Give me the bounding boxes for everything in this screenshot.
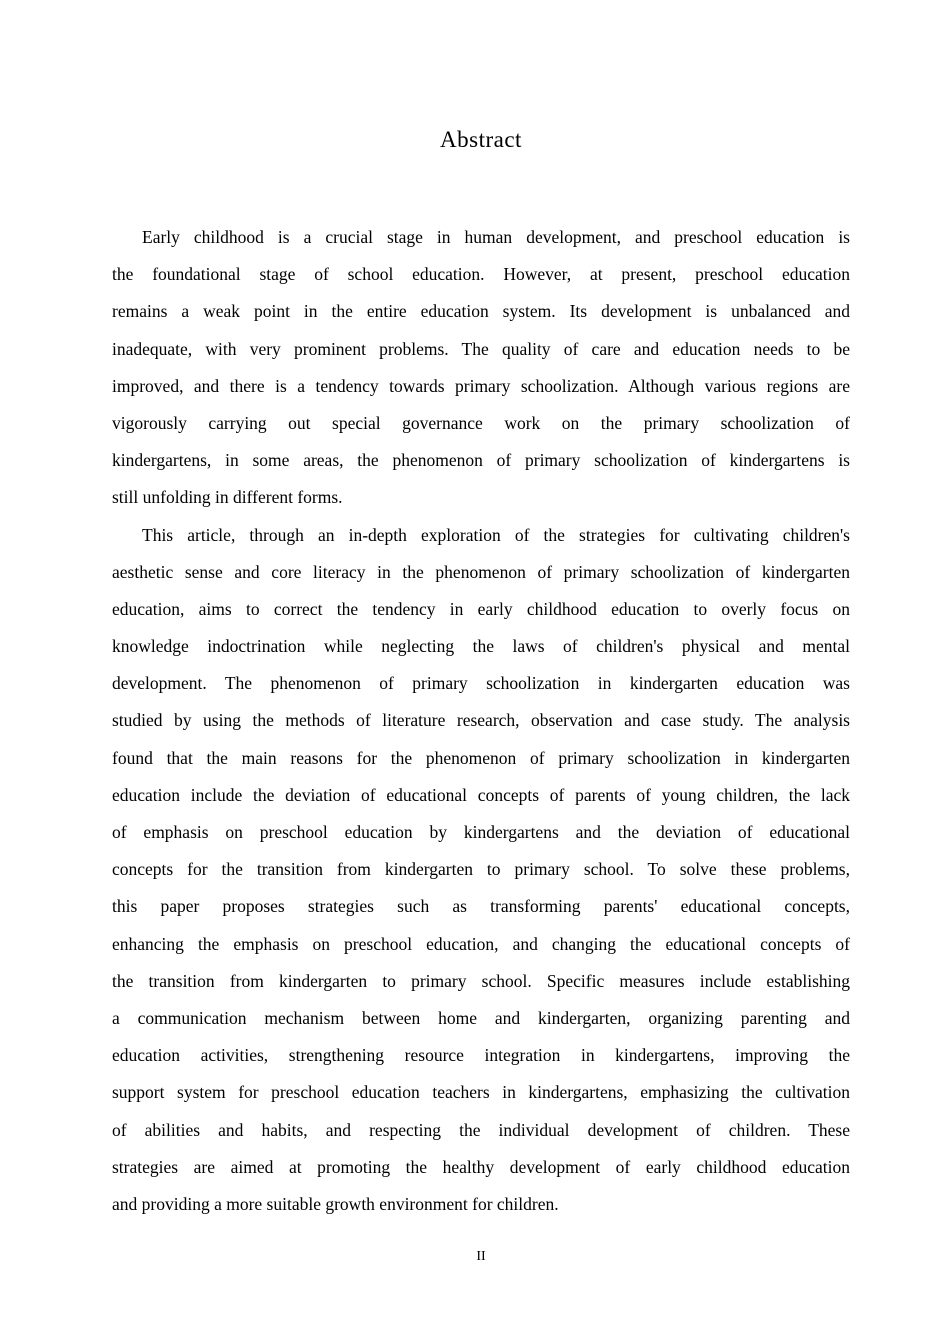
- text-line: the transition from kindergarten to primary school. Specific measures include establishing: [112, 970, 850, 991]
- text-line: the foundational stage of school education. However, at present, preschool education: [112, 264, 850, 285]
- abstract-body: [112, 219, 850, 1223]
- text-line: education, aims to correct the tendency in early childhood education to overly focus on: [112, 598, 850, 619]
- text-line: strategies are aimed at promoting the healthy development of early childhood education: [112, 1156, 850, 1177]
- text-line: and providing a more suitable growth environment for children.: [112, 1193, 559, 1214]
- text-line: a communication mechanism between home and kindergarten, organizing parenting and: [112, 1007, 850, 1028]
- text-line: This article, through an in-depth exploration of the strategies for cultivating children's: [142, 524, 850, 545]
- text-line: education include the deviation of educational concepts of parents of young children, the lack: [112, 784, 850, 805]
- text-line: Early childhood is a crucial stage in human development, and preschool education is: [142, 227, 850, 247]
- text-line: vigorously carrying out special governance work on the primary schoolization of: [112, 412, 850, 433]
- text-line: aesthetic sense and core literacy in the phenomenon of primary schoolization of kindergarten: [112, 561, 850, 582]
- paragraph: [112, 517, 850, 1224]
- text-line: studied by using the methods of literature research, observation and case study. The analysis: [112, 710, 850, 731]
- text-line: concepts for the transition from kindergarten to primary school. To solve these problems,: [112, 859, 850, 880]
- text-line: remains a weak point in the entire education system. Its development is unbalanced and: [112, 301, 850, 322]
- text-line: development. The phenomenon of primary schoolization in kindergarten education was: [112, 673, 850, 694]
- text-line: this paper proposes strategies such as transforming parents' educational concepts,: [112, 896, 850, 917]
- text-line: of emphasis on preschool education by kindergartens and the deviation of educational: [112, 822, 850, 842]
- text-line: support system for preschool education teachers in kindergartens, emphasizing the cultivation: [112, 1082, 850, 1103]
- page-number: II: [476, 1249, 486, 1264]
- text-line: of abilities and habits, and respecting the individual development of children. These: [112, 1119, 850, 1140]
- text-line: education activities, strengthening resource integration in kindergartens, improving the: [112, 1045, 850, 1066]
- text-line: enhancing the emphasis on preschool education, and changing the educational concepts of: [112, 933, 850, 954]
- text-line: improved, and there is a tendency towards primary schoolization. Although various regions are: [112, 375, 850, 396]
- text-line: inadequate, with very prominent problems. The quality of care and education needs to be: [112, 338, 850, 359]
- text-line: kindergartens, in some areas, the phenomenon of primary schoolization of kindergartens is: [112, 450, 850, 471]
- text-line: found that the main reasons for the phenomenon of primary schoolization in kindergarten: [112, 747, 850, 768]
- text-line: still unfolding in different forms.: [112, 487, 343, 508]
- paragraph: [112, 219, 850, 517]
- text-line: knowledge indoctrination while neglecting the laws of children's physical and mental: [112, 636, 850, 657]
- page-title: Abstract: [440, 127, 522, 152]
